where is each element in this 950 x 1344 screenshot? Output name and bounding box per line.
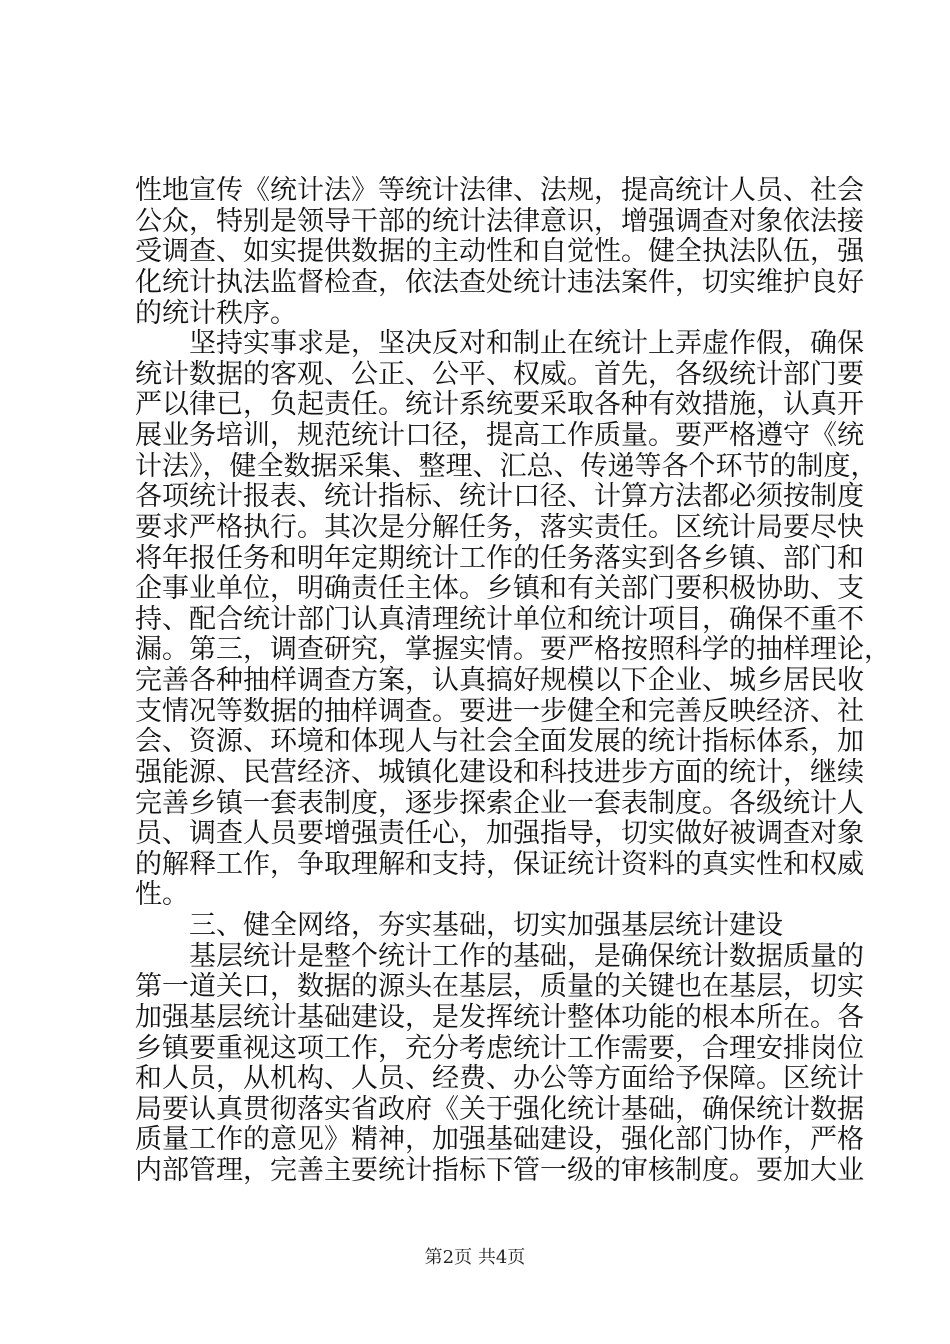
body-text-line: 各项统计报表、统计指标、统计口径、计算方法都必须按制度 bbox=[135, 481, 864, 512]
paragraph-first-line: 基层统计是整个统计工作的基础，是确保统计数据质量的 bbox=[135, 941, 864, 972]
body-text-line: 员、调查人员要增强责任心，加强指导，切实做好被调查对象 bbox=[135, 818, 864, 849]
body-text-line: 完善各种抽样调查方案，认真搞好规模以下企业、城乡居民收 bbox=[135, 665, 864, 696]
body-text-line: 和人员，从机构、人员、经费、办公等方面给予保障。区统计 bbox=[135, 1063, 864, 1094]
body-text-line: 局要认真贯彻落实省政府《关于强化统计基础，确保统计数据 bbox=[135, 1094, 864, 1125]
body-text-line: 将年报任务和明年定期统计工作的任务落实到各乡镇、部门和 bbox=[135, 543, 864, 574]
body-text-line: 内部管理，完善主要统计指标下管一级的审核制度。要加大业 bbox=[135, 1155, 864, 1186]
page-number-footer: 第2页 共4页 bbox=[424, 1247, 526, 1268]
body-text-line: 要求严格执行。其次是分解任务，落实责任。区统计局要尽快 bbox=[135, 512, 864, 543]
body-text-line: 化统计执法监督检查，依法查处统计违法案件，切实维护良好 bbox=[135, 267, 864, 298]
body-text-line: 会、资源、环境和体现人与社会全面发展的统计指标体系，加 bbox=[135, 726, 864, 757]
body-text-line: 第一道关口，数据的源头在基层，质量的关键也在基层，切实 bbox=[135, 971, 864, 1002]
body-text-line: 漏。第三，调查研究，掌握实情。要严格按照科学的抽样理论， bbox=[135, 634, 891, 665]
body-text-line: 完善乡镇一套表制度，逐步探索企业一套表制度。各级统计人 bbox=[135, 788, 864, 819]
body-text-line: 的解释工作，争取理解和支持，保证统计资料的真实性和权威 bbox=[135, 849, 864, 880]
body-text-line: 质量工作的意见》精神，加强基础建设，强化部门协作，严格 bbox=[135, 1124, 864, 1155]
body-text-line: 企事业单位，明确责任主体。乡镇和有关部门要积极协助、支 bbox=[135, 573, 864, 604]
body-text-line: 加强基层统计基础建设，是发挥统计整体功能的根本所在。各 bbox=[135, 1002, 864, 1033]
body-text-line: 性地宣传《统计法》等统计法律、法规，提高统计人员、社会 bbox=[135, 175, 864, 206]
body-text-line: 严以律已，负起责任。统计系统要采取各种有效措施，认真开 bbox=[135, 389, 864, 420]
body-text-line: 的统计秩序。 bbox=[135, 298, 297, 329]
body-text-line: 展业务培训，规范统计口径，提高工作质量。要严格遵守《统 bbox=[135, 420, 864, 451]
body-text-line: 性。 bbox=[135, 879, 189, 910]
body-text-line: 受调查、如实提供数据的主动性和自觉性。健全执法队伍，强 bbox=[135, 236, 864, 267]
body-text-line: 乡镇要重视这项工作，充分考虑统计工作需要，合理安排岗位 bbox=[135, 1033, 864, 1064]
body-text-line: 统计数据的客观、公正、公平、权威。首先，各级统计部门要 bbox=[135, 359, 864, 390]
body-text-line: 持、配合统计部门认真清理统计单位和统计项目，确保不重不 bbox=[135, 604, 864, 635]
body-text-line: 公众，特别是领导干部的统计法律意识，增强调查对象依法接 bbox=[135, 206, 864, 237]
section-heading: 三、健全网络，夯实基础，切实加强基层统计建设 bbox=[135, 910, 783, 941]
body-text-line: 计法》，健全数据采集、整理、汇总、传递等各个环节的制度， bbox=[135, 451, 878, 482]
body-text-line: 支情况等数据的抽样调查。要进一步健全和完善反映经济、社 bbox=[135, 696, 864, 727]
body-text-line: 强能源、民营经济、城镇化建设和科技进步方面的统计，继续 bbox=[135, 757, 864, 788]
paragraph-first-line: 坚持实事求是，坚决反对和制止在统计上弄虚作假，确保 bbox=[135, 328, 864, 359]
